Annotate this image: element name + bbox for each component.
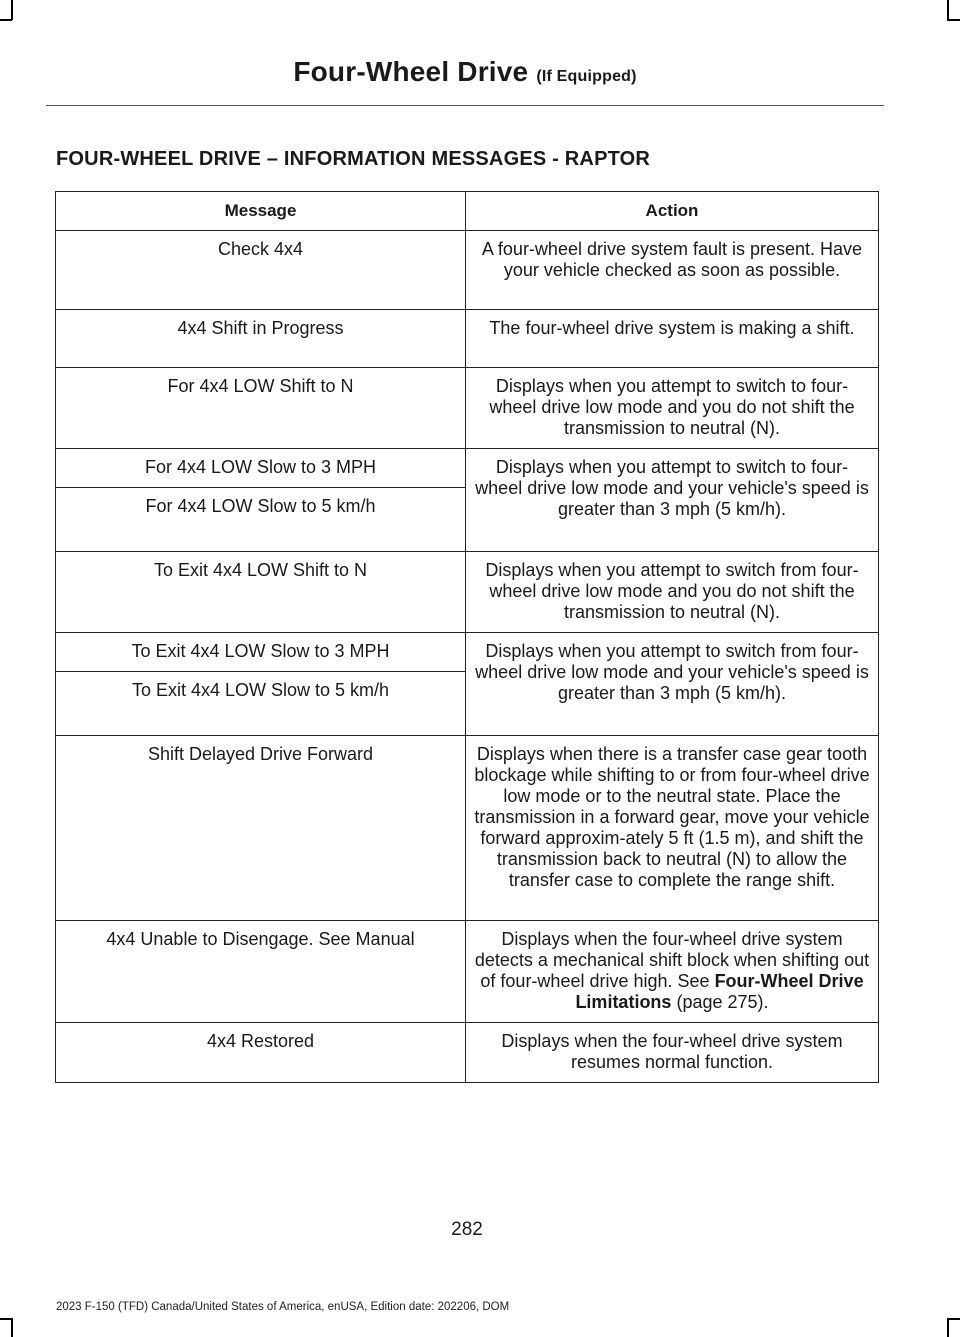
crop-mark xyxy=(947,0,949,20)
header-divider xyxy=(46,105,884,106)
header-subtitle: (If Equipped) xyxy=(536,68,637,85)
table-header-row xyxy=(56,192,879,231)
crop-mark xyxy=(947,1318,949,1337)
column-header-action: Action xyxy=(466,192,879,231)
message-cell: To Exit 4x4 LOW Slow to 5 km/h xyxy=(56,672,466,736)
message-cell: For 4x4 LOW Shift to N xyxy=(56,368,466,449)
message-cell: To Exit 4x4 LOW Shift to N xyxy=(56,552,466,633)
message-cell: Check 4x4 xyxy=(56,231,466,310)
table-row xyxy=(56,449,879,488)
action-cell xyxy=(466,921,879,1023)
info-messages-table xyxy=(55,191,879,1083)
message-cell: For 4x4 LOW Slow to 3 MPH xyxy=(56,449,466,488)
crop-mark xyxy=(0,19,12,21)
crop-mark xyxy=(11,0,13,20)
column-header-message: Message xyxy=(56,192,466,231)
action-cell: The four-wheel drive system is making a shift. xyxy=(466,310,879,368)
action-cell: Displays when you attempt to switch to four-wheel drive low mode and you do not shift the transmission to neutral (N). xyxy=(466,368,879,449)
action-text: Displays when the four-wheel drive system detects a mechanical shift block when shifting out of four-wheel drive high. See xyxy=(474,929,870,991)
message-cell: Shift Delayed Drive Forward xyxy=(56,736,466,921)
action-cell: Displays when you attempt to switch to four-wheel drive low mode and your vehicle's speed is greater than 3 mph (5 km/h). xyxy=(466,449,879,552)
action-cell: Displays when the four-wheel drive system resumes normal function. xyxy=(466,1023,879,1083)
table-row xyxy=(56,231,879,310)
crop-mark xyxy=(947,19,960,21)
header-title: Four-Wheel Drive xyxy=(293,56,529,87)
crop-mark xyxy=(947,1318,960,1320)
table-row xyxy=(56,736,879,921)
action-cell: Displays when there is a transfer case gear tooth blockage while shifting to or from four-wheel drive low mode or to the neutral state. Place the transmission in a forward gear, move your vehicle forward approxim-ately 5 ft (1.5 m), and shift the transmission back to neutral (N) to allow the transfer case to complete the range shift. xyxy=(466,736,879,921)
message-cell: 4x4 Shift in Progress xyxy=(56,310,466,368)
footer-edition-info: 2023 F-150 (TFD) Canada/United States of America, enUSA, Edition date: 202206, DOM xyxy=(56,1301,510,1313)
message-cell: To Exit 4x4 LOW Slow to 3 MPH xyxy=(56,633,466,672)
table-row xyxy=(56,368,879,449)
message-cell: 4x4 Restored xyxy=(56,1023,466,1083)
page-header xyxy=(0,56,930,88)
action-cell: Displays when you attempt to switch from four-wheel drive low mode and your vehicle's speed is greater than 3 mph (5 km/h). xyxy=(466,633,879,736)
table-row xyxy=(56,1023,879,1083)
page-reference: (page 275). xyxy=(676,992,769,1012)
message-cell: For 4x4 LOW Slow to 5 km/h xyxy=(56,488,466,552)
crop-mark xyxy=(0,1318,12,1320)
message-cell: 4x4 Unable to Disengage. See Manual xyxy=(56,921,466,1023)
section-title: FOUR-WHEEL DRIVE – INFORMATION MESSAGES - RAPTOR xyxy=(56,148,651,170)
table-row xyxy=(56,552,879,633)
table-row xyxy=(56,921,879,1023)
table-row xyxy=(56,310,879,368)
four-wheel-drive-limitations-link[interactable]: Four-Wheel Drive Limitations xyxy=(575,971,864,1012)
crop-mark xyxy=(11,1318,13,1337)
table-row xyxy=(56,633,879,672)
action-cell: A four-wheel drive system fault is present. Have your vehicle checked as soon as possible. xyxy=(466,231,879,310)
page-number: 282 xyxy=(451,1219,483,1240)
action-cell: Displays when you attempt to switch from four-wheel drive low mode and you do not shift the transmission to neutral (N). xyxy=(466,552,879,633)
